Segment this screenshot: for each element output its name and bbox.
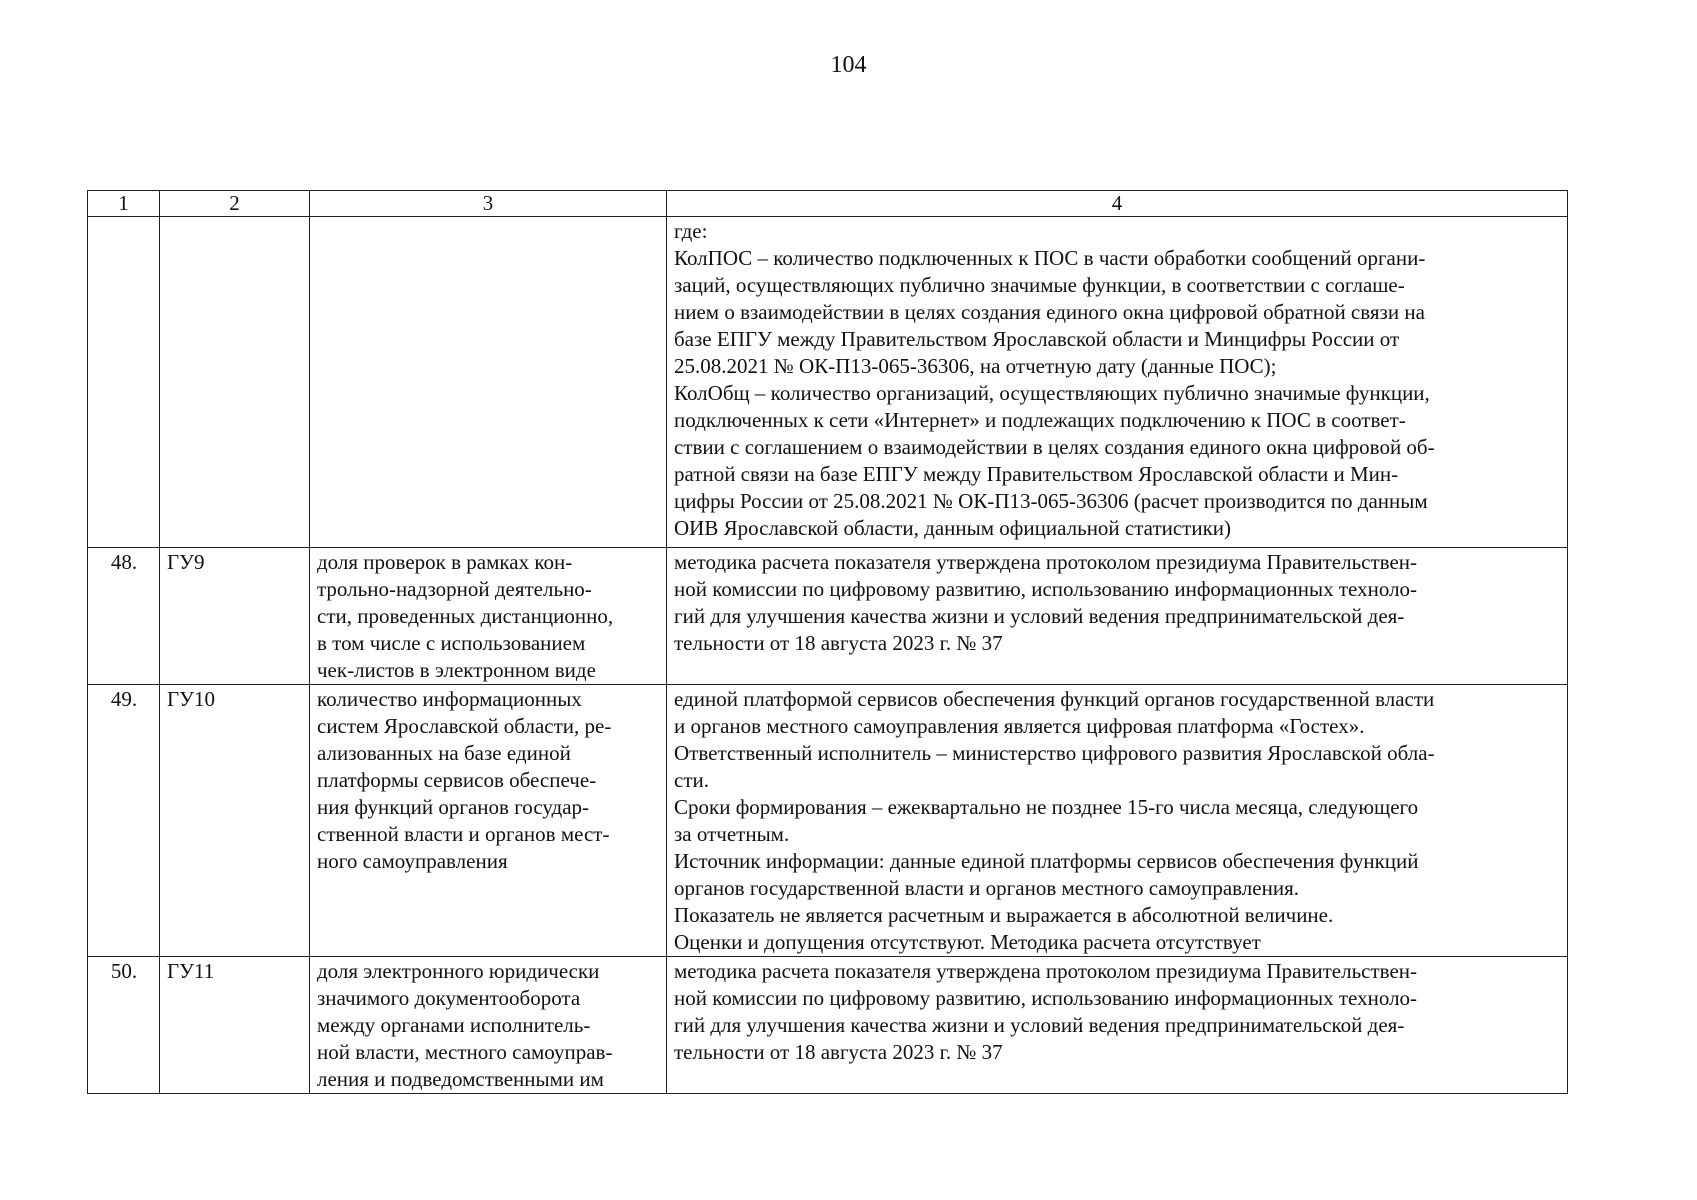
indicator-name-line: ственной власти и органов мест- (317, 822, 610, 846)
indicator-code: ГУ10 (160, 685, 310, 957)
methodology-line: заций, осуществляющих публично значимые функции, в соответствии с соглаше- (674, 273, 1405, 297)
methodology-line: нием о взаимодействии в целях создания единого окна цифровой обратной связи на (674, 300, 1425, 324)
table-header-row (88, 191, 1568, 217)
methodology-line: подключенных к сети «Интернет» и подлежащих подключению к ПОС в соответ- (674, 408, 1406, 432)
row-number: 48. (88, 548, 160, 685)
indicator-methodology (667, 217, 1568, 548)
indicator-name-line: ной власти, местного самоуправ- (317, 1040, 613, 1064)
methodology-line: КолОбщ – количество организаций, осуществляющих публично значимые функции, (674, 381, 1430, 405)
methodology-line: за отчетным. (674, 822, 790, 846)
column-header-2: 2 (160, 191, 310, 217)
row-number: 49. (88, 685, 160, 957)
indicator-name-line: систем Ярославской области, ре- (317, 714, 612, 738)
row-number: 50. (88, 957, 160, 1094)
table-row (88, 685, 1568, 957)
indicator-code (160, 217, 310, 548)
methodology-line: единой платформой сервисов обеспечения функций органов государственной власти (674, 687, 1435, 711)
methodology-line: где: (674, 219, 708, 243)
methodology-line: ствии с соглашением о взаимодействии в целях создания единого окна цифровой об- (674, 435, 1435, 459)
methodology-line: Источник информации: данные единой платформы сервисов обеспечения функций (674, 849, 1419, 873)
indicator-name-line: количество информационных (317, 687, 582, 711)
document-table (87, 190, 1568, 1094)
indicator-name-line: между органами исполнитель- (317, 1013, 591, 1037)
indicator-methodology (667, 685, 1568, 957)
column-header-1: 1 (88, 191, 160, 217)
methodology-line: Ответственный исполнитель – министерство цифрового развития Ярославской обла- (674, 741, 1435, 765)
methodology-line: ной комиссии по цифровому развитию, использованию информационных техноло- (674, 577, 1418, 601)
table-row (88, 548, 1568, 685)
indicator-methodology (667, 548, 1568, 685)
methodology-line: Сроки формирования – ежеквартально не позднее 15-го числа месяца, следующего (674, 795, 1419, 819)
column-header-4: 4 (667, 191, 1568, 217)
methodology-line: и органов местного самоуправления является цифровая платформа «Гостех». (674, 714, 1365, 738)
indicator-code: ГУ11 (160, 957, 310, 1094)
methodology-line: гий для улучшения качества жизни и условий ведения предпринимательской дея- (674, 604, 1405, 628)
methodology-line: цифры России от 25.08.2021 № ОК-П13-065-36306 (расчет производится по данным (674, 489, 1428, 513)
table-row (88, 957, 1568, 1094)
methodology-line: тельности от 18 августа 2023 г. № 37 (674, 631, 1003, 655)
indicator-name-line: ного самоуправления (317, 849, 508, 873)
methodology-line: органов государственной власти и органов местного самоуправления. (674, 876, 1299, 900)
indicator-code: ГУ9 (160, 548, 310, 685)
methodology-line: КолПОС – количество подключенных к ПОС в части обработки сообщений органи- (674, 246, 1426, 270)
methodology-line: ной комиссии по цифровому развитию, использованию информационных техноло- (674, 986, 1418, 1010)
methodology-line: сти. (674, 768, 709, 792)
indicator-name (310, 685, 667, 957)
methodology-line: ОИВ Ярославской области, данным официальной статистики) (674, 516, 1232, 540)
row-number (88, 217, 160, 548)
methodology-line: 25.08.2021 № ОК-П13-065-36306, на отчетную дату (данные ПОС); (674, 354, 1277, 378)
methodology-line: тельности от 18 августа 2023 г. № 37 (674, 1040, 1003, 1064)
indicator-name-line: платформы сервисов обеспече- (317, 768, 597, 792)
indicator-methodology (667, 957, 1568, 1094)
table-row (88, 217, 1568, 548)
indicator-name-line: ализованных на базе единой (317, 741, 571, 765)
methodology-line: ратной связи на базе ЕПГУ между Правительством Ярославской области и Мин- (674, 462, 1399, 486)
methodology-line: базе ЕПГУ между Правительством Ярославской области и Минцифры России от (674, 327, 1400, 351)
indicator-name-line: трольно-надзорной деятельно- (317, 577, 592, 601)
indicator-name-line: доля электронного юридически (317, 959, 600, 983)
table-body (88, 217, 1568, 1094)
indicator-name (310, 548, 667, 685)
page-number: 104 (830, 52, 867, 78)
indicator-name-line: сти, проведенных дистанционно, (317, 604, 614, 628)
column-header-3: 3 (310, 191, 667, 217)
indicator-name-line: ния функций органов государ- (317, 795, 590, 819)
methodology-line: методика расчета показателя утверждена протоколом президиума Правительствен- (674, 550, 1417, 574)
methodology-line: Показатель не является расчетным и выражается в абсолютной величине. (674, 903, 1334, 927)
indicator-name (310, 217, 667, 548)
indicator-name-line: ления и подведомственными им (317, 1067, 604, 1091)
indicator-name-line: в том числе с использованием (317, 631, 586, 655)
methodology-line: гий для улучшения качества жизни и условий ведения предпринимательской дея- (674, 1013, 1405, 1037)
indicator-name-line: чек-листов в электронном виде (317, 658, 596, 682)
indicator-name (310, 957, 667, 1094)
methodology-line: Оценки и допущения отсутствуют. Методика расчета отсутствует (674, 930, 1261, 954)
indicator-name-line: значимого документооборота (317, 986, 581, 1010)
methodology-line: методика расчета показателя утверждена протоколом президиума Правительствен- (674, 959, 1417, 983)
indicator-name-line: доля проверок в рамках кон- (317, 550, 573, 574)
